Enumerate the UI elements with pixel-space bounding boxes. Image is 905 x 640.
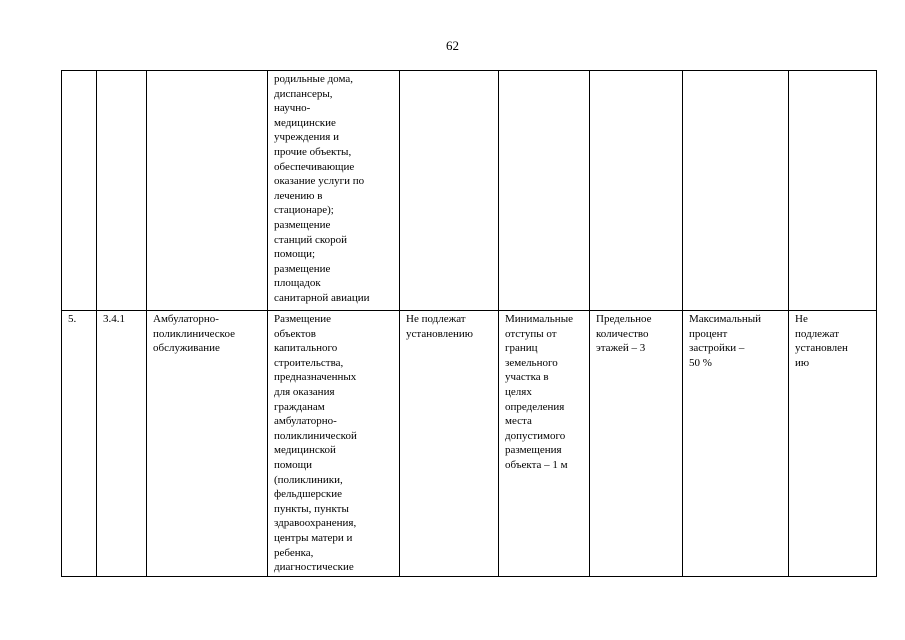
cell-param-2 bbox=[499, 71, 590, 311]
cell-number: 5. bbox=[62, 311, 97, 577]
cell-description: Размещение объектов капитального строительства, предназначенных для оказания гражданам амбулаторно- поликлинической медицинской помощи (поликлиники, фельдшерские пункты, пункты здравоохранения, центры матери и ребенка, диагностические bbox=[268, 311, 400, 577]
cell-description: родильные дома, диспансеры, научно- медицинские учреждения и прочие объекты, обеспечивающие оказание услуги по лечению в стационаре); размещение станций скорой помощи; размещение площадок санитарной авиации bbox=[268, 71, 400, 311]
cell-code: 3.4.1 bbox=[97, 311, 147, 577]
cell-param-3: Предельное количество этажей – 3 bbox=[590, 311, 683, 577]
cell-param-4 bbox=[683, 71, 789, 311]
cell-number bbox=[62, 71, 97, 311]
cell-param-2: Минимальные отступы от границ земельного участка в целях определения места допустимого размещения объекта – 1 м bbox=[499, 311, 590, 577]
cell-param-5: Не подлежат установлен ию bbox=[789, 311, 877, 577]
cell-param-4: Максимальный процент застройки – 50 % bbox=[683, 311, 789, 577]
table-row bbox=[62, 71, 877, 311]
cell-param-3 bbox=[590, 71, 683, 311]
cell-code bbox=[97, 71, 147, 311]
land-use-table bbox=[61, 70, 877, 577]
cell-param-5 bbox=[789, 71, 877, 311]
cell-name bbox=[147, 71, 268, 311]
cell-param-1 bbox=[400, 71, 499, 311]
cell-param-1: Не подлежат установлению bbox=[400, 311, 499, 577]
page-number: 62 bbox=[446, 38, 459, 53]
table-row bbox=[62, 311, 877, 577]
cell-name: Амбулаторно- поликлиническое обслуживание bbox=[147, 311, 268, 577]
